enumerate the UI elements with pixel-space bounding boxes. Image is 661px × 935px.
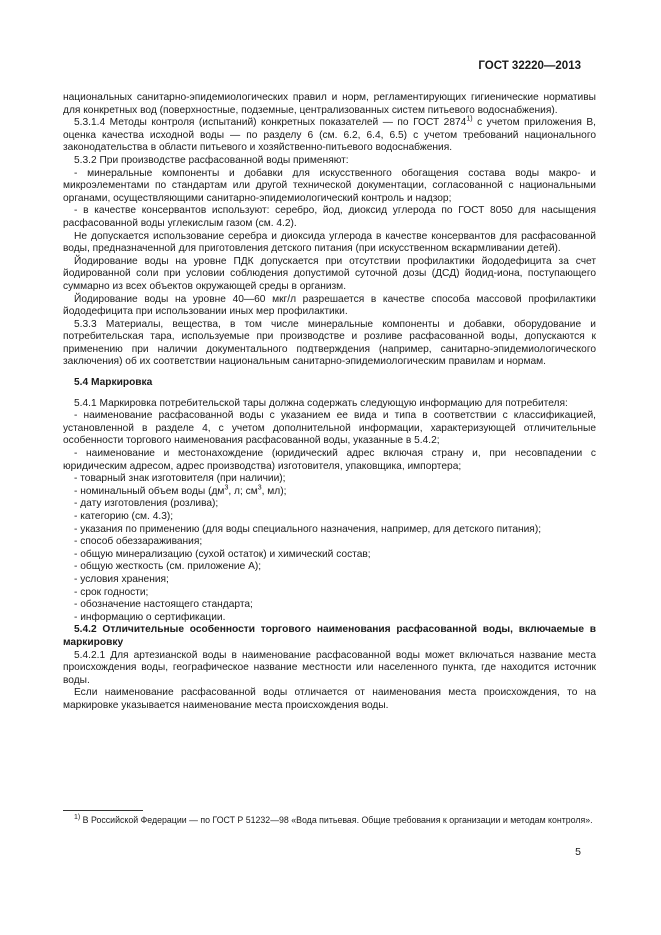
list-item: - указания по применению (для воды специального назначения, например, для детского питания); <box>74 523 542 535</box>
list-item: - обозначение настоящего стандарта; <box>74 599 253 611</box>
footnote-text: В Российской Федерации — по ГОСТ Р 51232—98 «Вода питьевая. Общие требования к организации и методам контроля». <box>80 815 593 825</box>
footnote-divider <box>63 810 143 811</box>
list-item: - срок годности; <box>74 586 149 598</box>
list-item: - наименование и местонахождение (юридический адрес включая страну и, при несовпадении с юридическим адресом, адрес производства) изготовителя, упаковщика, импортера; <box>63 448 596 472</box>
text-span: 5.3.1.4 Методы контроля (испытаний) конкретных показателей — по ГОСТ 2874 <box>74 117 467 129</box>
list-item: - категорию (см. 4.3); <box>74 511 174 522</box>
superscript: 3 <box>224 484 229 492</box>
paragraph: Если наименование расфасованной воды отличается от наименования места происхождения, то на маркировке указывается наименование места происхождения воды. <box>63 687 596 711</box>
text-span: - номинальный объем воды (дм <box>74 485 225 497</box>
paragraph: 5.3.2 При производстве расфасованной воды применяют: <box>74 154 349 166</box>
paragraph: 5.3.3 Материалы, вещества, в том числе минеральные компоненты и добавки, оборудование и потребительская тара, используемые при производстве и розливе расфасованной воды, допускаются к применению при наличии документального подтверждения (например, санитарно-эпидемиологического заключения) об их соответствии национальным санитарно-эпидемиологическим правилам и нормам. <box>63 318 596 368</box>
list-item: - условия хранения; <box>74 573 169 585</box>
list-item: - в качестве консервантов используют: серебро, йод, диоксид углерода по ГОСТ 8050 для насыщения расфасованной воды углекислым газом (см. 4.2). <box>63 205 596 229</box>
paragraph: национальных санитарно-эпидемиологических правил и норм, регламентирующих гигиенические нормативы для конкретных вод (поверхностные, подземные, централизованных систем питьевого водоснабжения). <box>63 92 596 116</box>
list-item <box>63 486 596 499</box>
subsection-heading: 5.4.2 Отличительные особенности торгового наименования расфасованной воды, включаемые в маркировку <box>63 624 596 648</box>
text-span: , л; см <box>228 485 258 497</box>
list-item: - дату изготовления (розлива); <box>74 498 219 510</box>
list-item: - наименование расфасованной воды с указанием ее вида и типа в соответствии с классификацией, установленной в разделе 4, с учетом дополнительной информации, характеризующей отличительные особенности торгового наименования расфасованной воды, указанные в 5.4.2; <box>63 410 596 447</box>
standard-header: ГОСТ 32220—2013 <box>478 60 581 72</box>
text-span: , мл); <box>261 485 287 497</box>
list-item: - общую жесткость (см. приложение А); <box>74 561 262 573</box>
page-number: 5 <box>575 846 581 858</box>
paragraph: Не допускается использование серебра и диоксида углерода в качестве консервантов для расфасованной воды, предназначенной для приготовления детского питания (при искусственном вскармливании детей). <box>63 230 596 255</box>
list-item: - товарный знак изготовителя (при наличии); <box>74 473 286 485</box>
paragraph: 5.4.2.1 Для артезианской воды в наименование расфасованной воды может включаться название места происхождения воды, географическое название местности или населенного пункта, где находится источник воды. <box>63 649 596 686</box>
superscript: 3 <box>257 484 262 492</box>
text-span: с учетом приложения В, оценка качества исходной воды — по разделу 6 (см. 6.2, 6.4, 6.5) с учетом требований национального законодательства в области питьевого и хозяйственно-питьевого водоснабжения. <box>63 117 596 154</box>
list-item: - информацию о сертификации. <box>74 611 226 623</box>
list-item: - общую минерализацию (сухой остаток) и химический состав; <box>74 548 371 560</box>
paragraph <box>63 117 596 155</box>
paragraph: Йодирование воды на уровне 40—60 мкг/л разрешается в качестве способа массовой профилактики йододефицита при использовании иных мер профилактики. <box>63 293 596 318</box>
list-item: - способ обеззараживания; <box>74 536 203 548</box>
section-heading: 5.4 Маркировка <box>74 377 153 389</box>
paragraph: Йодирование воды на уровне ПДК допускается при отсутствии профилактики йододефицита за счет йодированной соли при условии соблюдения допустимой суточной дозы (ДСД) йодид-иона, поступающего суммарно из всех объектов окружающей среды в организм. <box>63 255 596 292</box>
footnote-mark: 1) <box>74 814 81 822</box>
footnote-ref: 1) <box>466 115 473 123</box>
paragraph: 5.4.1 Маркировка потребительской тары должна содержать следующую информацию для потребителя: <box>74 397 568 409</box>
footnote <box>63 815 596 826</box>
list-item: - минеральные компоненты и добавки для искусственного обогащения состава воды макро- и микроэлементами по стандартам или другой технической документации, согласованной с национальными органами, осуществляющими санитарно-эпидемиологический контроль и надзор; <box>63 167 596 204</box>
body-text <box>63 92 596 713</box>
